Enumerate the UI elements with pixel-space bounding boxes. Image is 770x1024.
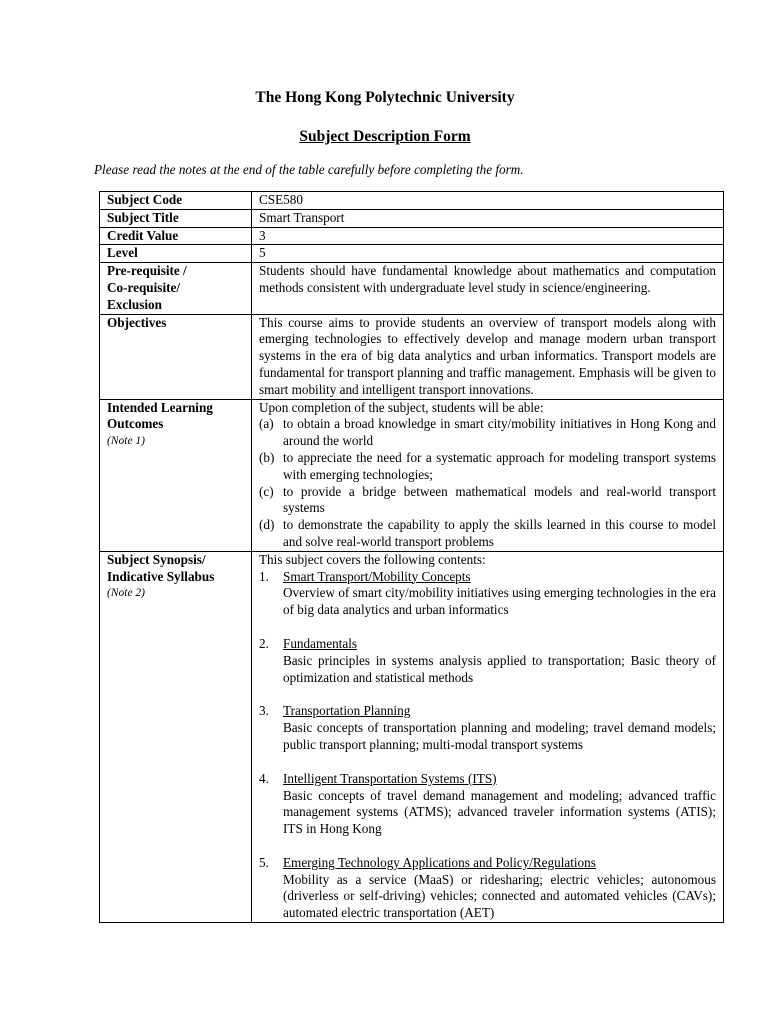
list-item [259,450,716,484]
section-heading: Transportation Planning [283,703,411,719]
ilo-label-line-2: Outcomes [107,416,164,432]
subject-code-value: CSE580 [252,192,724,210]
section-heading: Emerging Technology Applications and Policy/Regulations [283,854,596,870]
objectives-label: Objectives [100,314,252,399]
row-objectives [100,314,724,399]
instruction-note: Please read the notes at the end of the table carefully before completing the form. [94,162,524,177]
list-item [259,416,716,450]
level-value: 5 [252,245,724,263]
ilo-value [252,399,724,551]
section-number: 2. [259,635,269,651]
row-level [100,245,724,263]
ilo-list [259,416,716,550]
list-marker: (a) [259,416,274,432]
row-subject-synopsis [100,551,724,922]
list-item [259,484,716,518]
syllabus-label-line-1: Subject Synopsis/ [107,551,206,567]
row-intended-learning-outcomes [100,399,724,551]
list-item-text: to demonstrate the capability to apply the skills learned in this course to model and solve real-world transport problems [283,517,716,549]
objectives-value: This course aims to provide students an overview of transport models along with emerging technologies to effectively develop and manage modern urban transport systems in the era of big data analytics and urban informatics. Transport models are fundamental for transport planning and traffic management. Emphasis will be given to smart mobility and intelligent transport innovations. [252,314,724,399]
row-prerequisite [100,263,724,314]
university-name: The Hong Kong Polytechnic University [255,89,515,106]
section-text: Basic concepts of travel demand management and modeling; advanced traffic management systems (ATMS); advanced traveler information systems (ATIS); ITS in Hong Kong [283,787,716,837]
subject-code-label: Subject Code [100,192,252,210]
row-subject-title [100,209,724,227]
section-heading: Fundamentals [283,635,357,651]
list-marker: (b) [259,449,275,465]
subject-title-value: Smart Transport [252,209,724,227]
syllabus-label-line-2: Indicative Syllabus [107,568,215,584]
list-item-text: to provide a bridge between mathematical models and real-world transport systems [283,483,716,516]
section-number: 3. [259,703,269,719]
level-label: Level [100,245,252,263]
list-item-text: to appreciate the need for a systematic approach for modeling transport systems with emerging technologies; [283,449,716,482]
section-text: Overview of smart city/mobility initiatives using emerging technologies in the era of big data analytics and urban informatics [283,585,716,618]
syllabus-section [259,771,716,838]
ilo-label-line-1: Intended Learning [107,399,213,415]
ilo-note: (Note 1) [107,435,146,448]
section-text: Basic concepts of transportation planning and modeling; travel demand models; public transport planning; multi-modal transport systems [283,720,716,752]
list-marker: (c) [259,483,274,499]
syllabus-section [259,636,716,686]
prerequisite-label-line-3: Exclusion [107,296,162,312]
syllabus-section [259,703,716,753]
credit-value-label: Credit Value [100,227,252,245]
form-title: Subject Description Form [299,128,471,145]
subject-description-table [99,191,724,923]
prerequisite-label-line-2: Co-requisite/ [107,279,181,295]
section-heading: Smart Transport/Mobility Concepts [283,568,471,584]
syllabus-intro: This subject covers the following contents: [259,551,486,567]
section-text: Mobility as a service (MaaS) or ridesharing; electric vehicles; autonomous (driverless or self-driving) vehicles; connected and automated vehicles (CAVs); automated electric transportation (AET) [283,871,716,921]
section-heading: Intelligent Transportation Systems (ITS) [283,770,497,786]
row-subject-code [100,192,724,210]
subject-title-label: Subject Title [100,209,252,227]
credit-value-value: 3 [252,227,724,245]
list-item-text: to obtain a broad knowledge in smart city/mobility initiatives in Hong Kong and around the world [283,416,716,449]
syllabus-note: (Note 2) [107,587,146,600]
syllabus-section [259,855,716,922]
list-item [259,517,716,551]
syllabus-label [100,551,252,922]
ilo-label [100,399,252,551]
prerequisite-value: Students should have fundamental knowledge about mathematics and computation methods consistent with undergraduate level study in science/engineering. [252,263,724,314]
syllabus-section [259,569,716,619]
prerequisite-label [100,263,252,314]
section-number: 1. [259,568,269,584]
section-text: Basic principles in systems analysis applied to transportation; Basic theory of optimization and statistical methods [283,652,716,685]
ilo-intro: Upon completion of the subject, students will be able: [259,399,544,415]
row-credit-value [100,227,724,245]
section-number: 4. [259,770,269,786]
section-number: 5. [259,854,269,870]
list-marker: (d) [259,517,275,533]
syllabus-value [252,551,724,922]
prerequisite-label-line-1: Pre-requisite / [107,263,187,279]
